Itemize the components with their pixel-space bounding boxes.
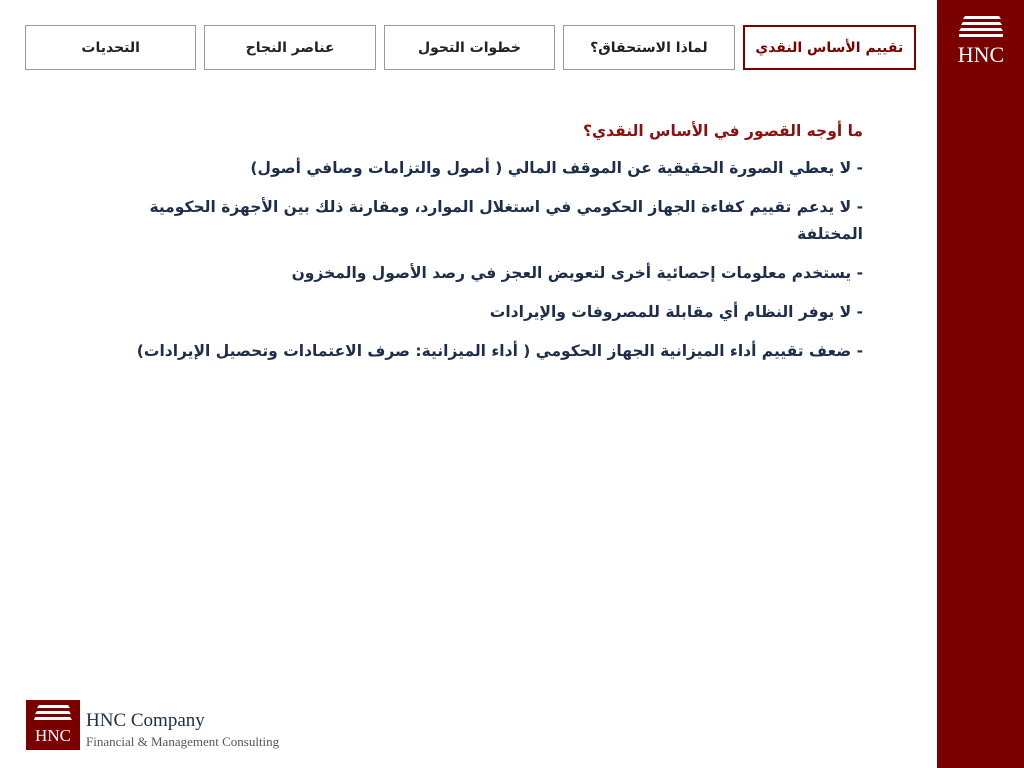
company-name: HNC Company: [86, 710, 205, 731]
logo-stripes-icon: [959, 14, 1003, 38]
footer-logo-box: [26, 700, 80, 750]
content-question: ما أوجه القصور في الأساس النقدي؟: [582, 122, 863, 140]
bullet-item: - لا يدعم تقييم كفاءة الجهاز الحكومي في استغلال الموارد، ومقارنة ذلك بين الأجهزة الحكومية المختلفة: [149, 198, 863, 243]
nav-tabs: [25, 25, 916, 70]
bullet-item: - يستخدم معلومات إحصائية أخرى لتعويض العجز في رصد الأصول والمخزون: [291, 264, 863, 282]
tab-transition-steps[interactable]: خطوات التحول: [384, 25, 555, 70]
bullet-item: - ضعف تقييم أداء الميزانية الجهاز الحكومي ( أداء الميزانية: صرف الاعتمادات وتحصيل الإيرادات): [136, 342, 863, 360]
footer-logo: [26, 700, 326, 752]
brand-logo: [951, 12, 1011, 68]
tab-success-factors[interactable]: عناصر النجاح: [204, 25, 375, 70]
side-brand-bar: [937, 0, 1024, 768]
slide-content: [80, 118, 863, 377]
footer-logo-text: HNC: [35, 726, 71, 745]
bullet-item: - لا يوفر النظام أي مقابلة للمصروفات والإيرادات: [489, 303, 863, 321]
bullet-item: - لا يعطي الصورة الحقيقية عن الموقف المالي ( أصول والتزامات وصافي أصول): [250, 159, 863, 177]
company-subtitle: Financial & Management Consulting: [86, 734, 280, 749]
tab-why-accrual[interactable]: لماذا الاستحقاق؟: [563, 25, 734, 70]
tab-cash-basis-evaluation[interactable]: تقييم الأساس النقدي: [743, 25, 916, 70]
footer-logo-stripes-icon: [34, 704, 72, 724]
tab-challenges[interactable]: التحديات: [25, 25, 196, 70]
logo-text: HNC: [957, 42, 1005, 67]
